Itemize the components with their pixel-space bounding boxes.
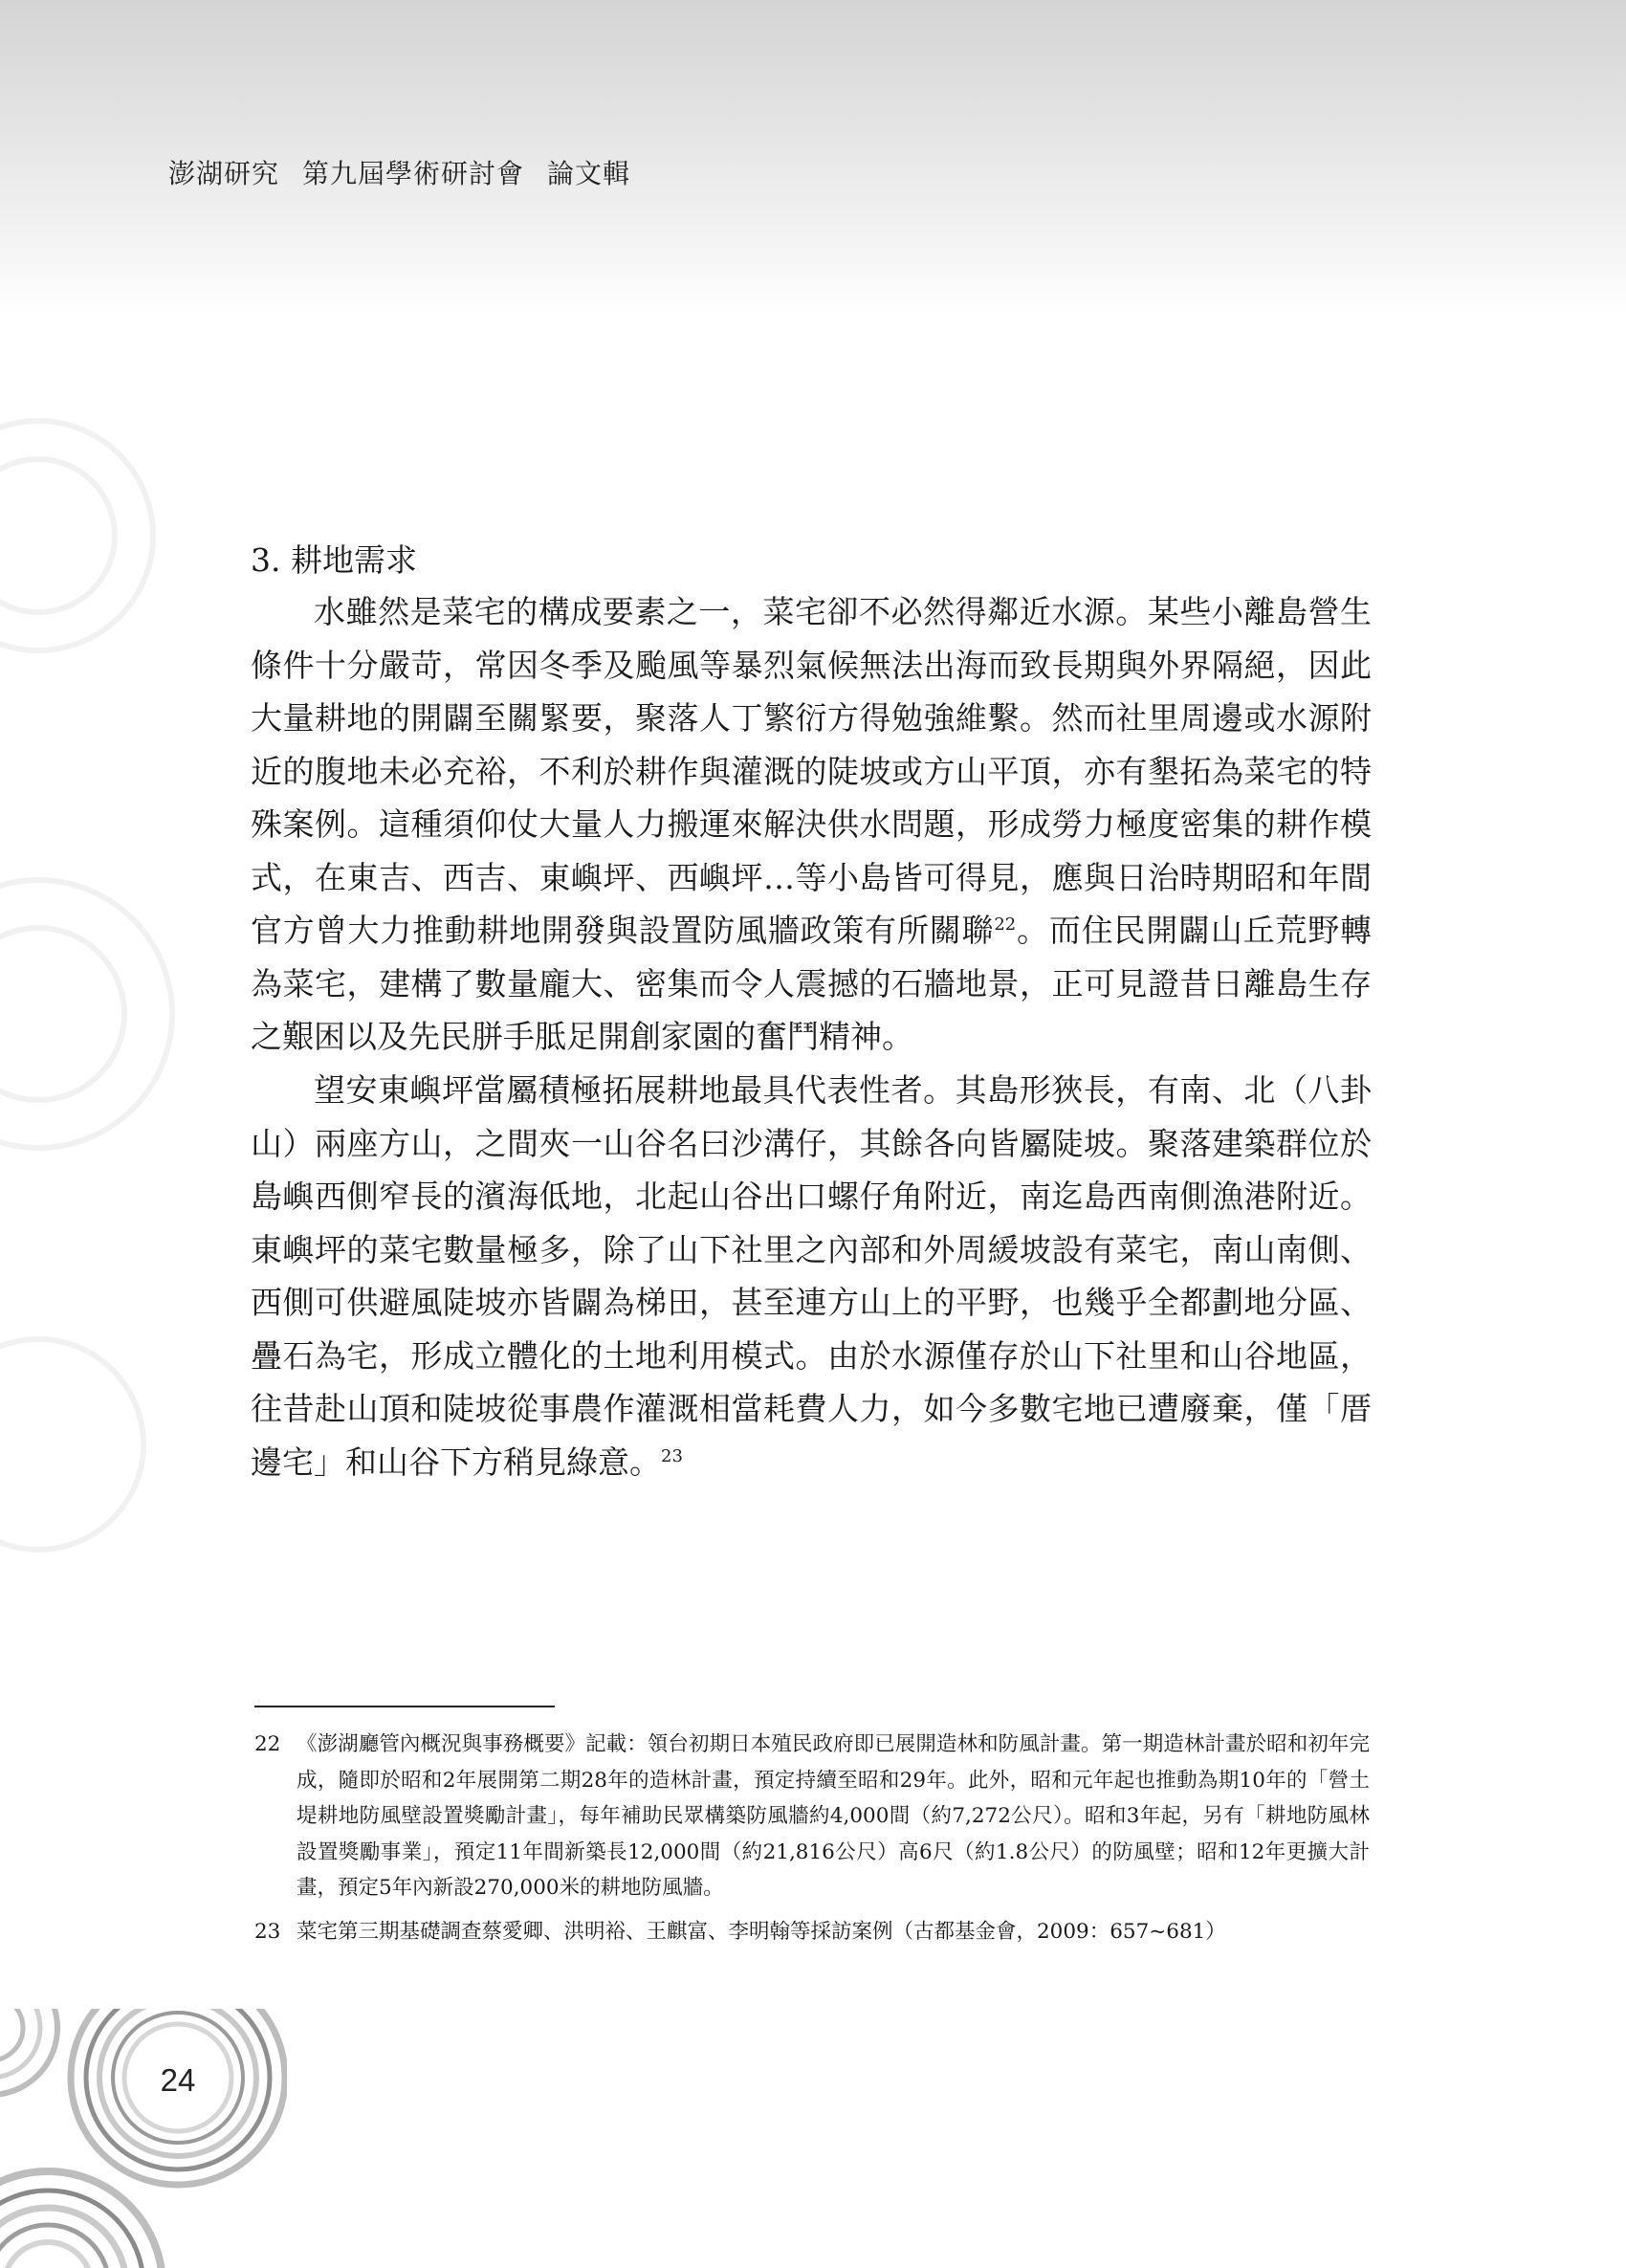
background-decoration <box>0 344 220 1684</box>
conference-title: 第九屆學術研討會 <box>302 158 525 189</box>
footnote-ref[interactable]: 22 <box>994 914 1017 935</box>
running-head <box>168 153 653 191</box>
footnote <box>254 1727 1370 1906</box>
body-paragraph <box>251 1064 1372 1488</box>
body-paragraph <box>251 585 1372 1064</box>
concentric-rings-decoration <box>0 2009 287 2268</box>
journal-title: 澎湖研究 <box>168 158 280 189</box>
footnote-number: 23 <box>254 1919 281 1944</box>
footnote-divider <box>254 1706 555 1707</box>
paragraph-text: 水雖然是菜宅的構成要素之一，菜宅卻不必然得鄰近水源。某些小離島營生條件十分嚴苛，常因冬季及颱風等暴烈氣候無法出海而致長期與外界隔絕，因此大量耕地的開闢至關緊要，聚落人丁繁衍方得勉強維繫。然而社里周邊或水源附近的腹地未必充裕，不利於耕作與灌溉的陡坡或方山平頂，亦有墾拓為菜宅的特殊案例。這種須仰仗大量人力搬運來解決供水問題，形成勞力極度密集的耕作模式，在東吉、西吉、東嶼坪、西嶼坪…等小島皆可得見，應與日治時期昭和年間官方曾大力推動耕地開發與設置防風牆政策有所關聯 <box>251 593 1372 949</box>
paragraph-text: 。而住民開闢山丘荒野轉為菜宅，建構了數量龐大、密集而令人震撼的石牆地景，正可見證昔日離島生存之艱困以及先民胼手胝足開創家園的奮鬥精神。 <box>251 912 1372 1055</box>
footnote-text: 菜宅第三期基礎調查蔡愛卿、洪明裕、王麒富、李明翰等採訪案例（古都基金會，2009：657~681） <box>297 1919 1226 1944</box>
footnotes <box>254 1727 1370 1957</box>
volume-title: 論文輯 <box>547 158 631 189</box>
footnote-number: 22 <box>254 1732 281 1756</box>
footnote <box>254 1914 1370 1950</box>
paragraph-text: 望安東嶼坪當屬積極拓展耕地最具代表性者。其島形狹長，有南、北（八卦山）兩座方山，之間夾一山谷名曰沙溝仔，其餘各向皆屬陡坡。聚落建築群位於島嶼西側窄長的濱海低地，北起山谷出口螺仔角附近，南迄島西南側漁港附近。東嶼坪的菜宅數量極多，除了山下社里之內部和外周緩坡設有菜宅，南山南側、西側可供避風陡坡亦皆闢為梯田，甚至連方山上的平野，也幾乎全都劃地分區、疊石為宅，形成立體化的土地利用模式。由於水源僅存於山下社里和山谷地區，往昔赴山頂和陡坡從事農作灌溉相當耗費人力，如今多數宅地已遭廢棄，僅「厝邊宅」和山谷下方稍見綠意。 <box>251 1071 1372 1481</box>
page-number: 24 <box>160 2062 196 2098</box>
footnote-text: 《澎湖廳管內概況與事務概要》記載：領台初期日本殖民政府即已展開造林和防風計畫。第一期造林計畫於昭和初年完成，隨即於昭和2年展開第二期28年的造林計畫，預定持續至昭和29年。此外，昭和元年起也推動為期10年的「營土堤耕地防風壁設置獎勵計畫」，每年補助民眾構築防風牆約4,000間（約7,272公尺）。昭和3年起，另有「耕地防風林設置獎勵事業」，預定11年間新築長12,000間（約21,816公尺）高6尺（約1.8公尺）的防風壁；昭和12年更擴大計畫，預定5年內新設270,000米的耕地防風牆。 <box>297 1732 1370 1900</box>
section-title: 3. 耕地需求 <box>251 541 417 579</box>
footnote-ref[interactable]: 23 <box>661 1445 683 1466</box>
